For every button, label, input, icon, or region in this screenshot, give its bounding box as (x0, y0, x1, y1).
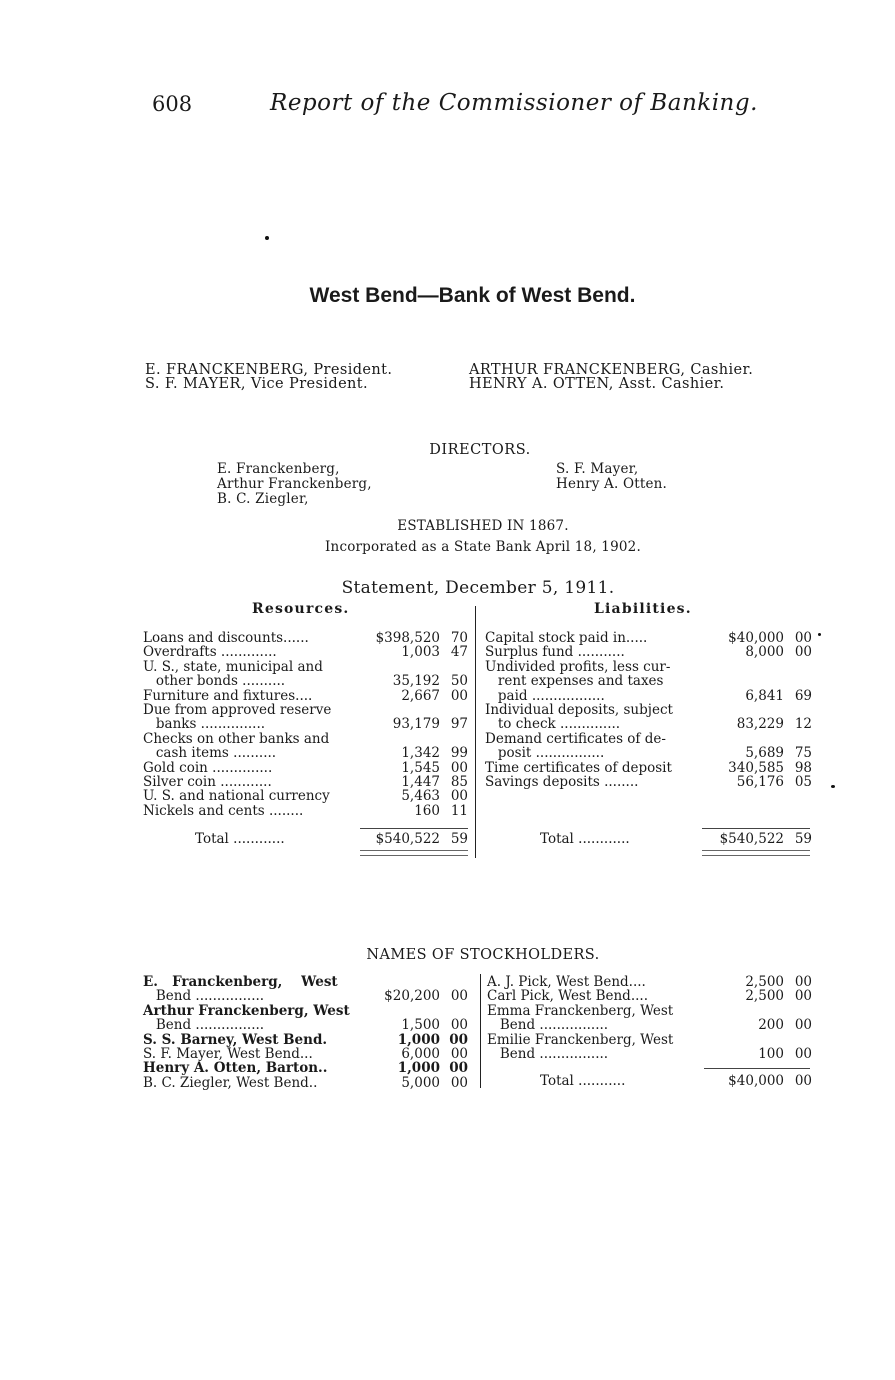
stockholder-right-dollars: 2,500 (745, 974, 784, 990)
stockholders-total-dollars: $40,000 (728, 1073, 784, 1089)
liability-line-label: rent expenses and taxes (485, 673, 664, 690)
stockholders-total-rule (704, 1068, 810, 1069)
director-right-2: Henry A. Otten. (556, 476, 668, 492)
stockholder-left-dollars: 1,500 (401, 1017, 440, 1034)
resource-line-dollars: 5,463 (401, 788, 440, 805)
stockholder-right-dollars: 2,500 (745, 988, 784, 1005)
director-left-1: E. Franckenberg, (217, 461, 340, 477)
stockholder-left-cents: 00 (450, 1017, 468, 1034)
established-line: ESTABLISHED IN 1867. (397, 518, 569, 534)
liability-line-dollars: 8,000 (745, 644, 784, 661)
resource-line-cents: 00 (450, 788, 468, 805)
stockholder-left-label: S. S. Barney, West Bend. (143, 1031, 328, 1048)
liabilities-total-rule (702, 828, 810, 829)
stray-mark (265, 236, 269, 240)
resource-line-cents: 99 (450, 745, 468, 762)
liabilities-total-cents: 59 (794, 831, 812, 847)
liabilities-heading: Liabilities. (594, 601, 692, 617)
stockholder-left-dollars: 1,000 (397, 1060, 440, 1077)
stockholder-left-label: S. F. Mayer, West Bend... (143, 1046, 313, 1062)
resources-total-dollars: $540,522 (375, 831, 440, 847)
stockholder-right-label: Carl Pick, West Bend.... (487, 988, 648, 1005)
stockholder-left-label: Henry A. Otten, Barton.. (143, 1060, 328, 1077)
stockholder-left-dollars: 6,000 (401, 1046, 440, 1062)
liabilities-total-dollars: $540,522 (719, 831, 784, 847)
liability-line-cents: 75 (794, 745, 812, 762)
officer-vice-president: S. F. MAYER, Vice President. (145, 376, 369, 392)
liability-line-label: posit ................ (485, 745, 605, 762)
stockholder-right-cents: 00 (794, 1046, 812, 1062)
stockholder-left-label: Bend ................ (143, 1017, 265, 1034)
stockholder-right-cents: 00 (794, 988, 812, 1005)
resources-total-rule (360, 828, 468, 829)
resource-line-label: Loans and discounts...... (143, 630, 309, 646)
liability-line-dollars: 340,585 (728, 759, 784, 776)
resource-line-label: Silver coin ............ (143, 774, 272, 790)
resource-line-cents: 50 (450, 673, 468, 690)
stockholder-left-label: E. Franckenberg, West (143, 974, 338, 990)
resources-total-cents: 59 (450, 831, 468, 847)
resource-line-cents: 70 (450, 630, 468, 646)
resource-line-cents: 00 (450, 759, 468, 776)
liability-line-cents: 12 (794, 716, 812, 733)
stockholder-right-cents: 00 (794, 1017, 812, 1034)
stockholder-right-label: Emilie Franckenberg, West (487, 1031, 674, 1048)
stockholder-left-dollars: 5,000 (401, 1074, 440, 1091)
liability-line-cents: 98 (794, 759, 812, 776)
liability-line-label: Surplus fund ........... (485, 644, 625, 661)
resource-line-label: Overdrafts ............. (143, 644, 277, 661)
liability-line-dollars: 5,689 (745, 745, 784, 762)
incorporated-line: Incorporated as a State Bank April 18, 1902. (325, 539, 641, 555)
liability-line-dollars: 56,176 (736, 774, 784, 790)
stockholder-left-cents: 00 (450, 1046, 468, 1062)
liability-line-dollars: 6,841 (745, 687, 784, 704)
liability-line-dollars: $40,000 (728, 630, 784, 646)
resource-line-cents: 97 (450, 716, 468, 733)
stockholder-left-cents: 00 (449, 1031, 468, 1048)
running-title: Report of the Commissioner of Banking. (270, 90, 758, 116)
stockholder-left-label: Bend ................ (143, 988, 265, 1005)
resource-line-label: Gold coin .............. (143, 759, 273, 776)
resource-line-label: Furniture and fixtures.... (143, 687, 313, 704)
resource-line-dollars: 1,447 (401, 774, 440, 790)
liability-line-cents: 69 (794, 687, 812, 704)
resource-line-dollars: 2,667 (401, 687, 440, 704)
officer-president: E. FRANCKENBERG, President. (145, 362, 393, 378)
resource-line-label: Checks on other banks and (143, 730, 330, 747)
stockholder-left-cents: 00 (450, 1074, 468, 1091)
liabilities-total-label: Total ............ (540, 831, 630, 847)
stray-mark (818, 633, 821, 636)
liability-line-cents: 00 (794, 644, 812, 661)
stockholders-heading: NAMES OF STOCKHOLDERS. (366, 947, 600, 963)
resources-double-rule (360, 850, 468, 856)
stockholder-left-cents: 00 (449, 1060, 468, 1077)
liabilities-double-rule (702, 850, 810, 856)
liability-line-dollars: 83,229 (736, 716, 784, 733)
director-right-1: S. F. Mayer, (556, 461, 639, 477)
stray-mark (831, 785, 835, 788)
stockholder-left-label: B. C. Ziegler, West Bend.. (143, 1074, 318, 1091)
stockholders-total-cents: 00 (794, 1073, 812, 1089)
resources-total-label: Total ............ (195, 831, 285, 847)
stockholders-total-label: Total ........... (540, 1073, 626, 1089)
resource-line-cents: 11 (450, 802, 468, 819)
resource-line-dollars: $398,520 (375, 630, 440, 646)
stockholder-right-label: Bend ................ (487, 1046, 609, 1062)
stockholders-divider (480, 974, 481, 1088)
resources-heading: Resources. (252, 601, 350, 617)
resource-line-label: Nickels and cents ........ (143, 802, 304, 819)
resource-line-dollars: 35,192 (392, 673, 440, 690)
liability-line-label: Demand certificates of de- (485, 730, 666, 747)
statement-divider (475, 606, 476, 858)
stockholder-right-dollars: 200 (758, 1017, 784, 1034)
liability-line-label: to check .............. (485, 716, 621, 733)
page-number: 608 (152, 92, 193, 116)
resource-line-dollars: 1,545 (401, 759, 440, 776)
liability-line-cents: 00 (794, 630, 812, 646)
liability-line-label: paid ................. (485, 687, 605, 704)
liability-line-label: Undivided profits, less cur- (485, 658, 671, 675)
resource-line-cents: 47 (450, 644, 468, 661)
director-left-3: B. C. Ziegler, (217, 491, 309, 507)
officer-cashier: ARTHUR FRANCKENBERG, Cashier. (469, 362, 754, 378)
resource-line-label: U. S. and national currency (143, 788, 330, 805)
stockholder-right-cents: 00 (794, 974, 812, 990)
stockholder-left-dollars: 1,000 (397, 1031, 440, 1048)
resource-line-dollars: 160 (414, 802, 440, 819)
resource-line-label: other bonds .......... (143, 673, 286, 690)
resource-line-dollars: 1,003 (401, 644, 440, 661)
resource-line-label: U. S., state, municipal and (143, 658, 323, 675)
statement-title: Statement, December 5, 1911. (341, 578, 615, 598)
liability-line-label: Savings deposits ........ (485, 774, 639, 790)
resource-line-label: Due from approved reserve (143, 702, 332, 718)
stockholder-right-dollars: 100 (758, 1046, 784, 1062)
bank-title: West Bend—Bank of West Bend. (309, 284, 636, 307)
stockholder-left-label: Arthur Franckenberg, West (143, 1002, 350, 1019)
stockholder-right-label: Emma Franckenberg, West (487, 1002, 674, 1019)
liability-line-label: Individual deposits, subject (485, 702, 673, 718)
stockholder-right-label: A. J. Pick, West Bend.... (487, 974, 646, 990)
resource-line-label: banks ............... (143, 716, 266, 733)
stockholder-right-label: Bend ................ (487, 1017, 609, 1034)
stockholder-left-cents: 00 (450, 988, 468, 1005)
resource-line-dollars: 1,342 (401, 745, 440, 762)
resource-line-cents: 00 (450, 687, 468, 704)
resource-line-label: cash items .......... (143, 745, 277, 762)
stockholder-left-dollars: $20,200 (384, 988, 440, 1005)
liability-line-label: Time certificates of deposit (485, 759, 672, 776)
resource-line-dollars: 93,179 (392, 716, 440, 733)
officer-asst-cashier: HENRY A. OTTEN, Asst. Cashier. (469, 376, 725, 392)
director-left-2: Arthur Franckenberg, (217, 476, 372, 492)
liability-line-label: Capital stock paid in..... (485, 630, 648, 646)
liability-line-cents: 05 (794, 774, 812, 790)
resource-line-cents: 85 (450, 774, 468, 790)
directors-heading: DIRECTORS. (429, 442, 531, 458)
